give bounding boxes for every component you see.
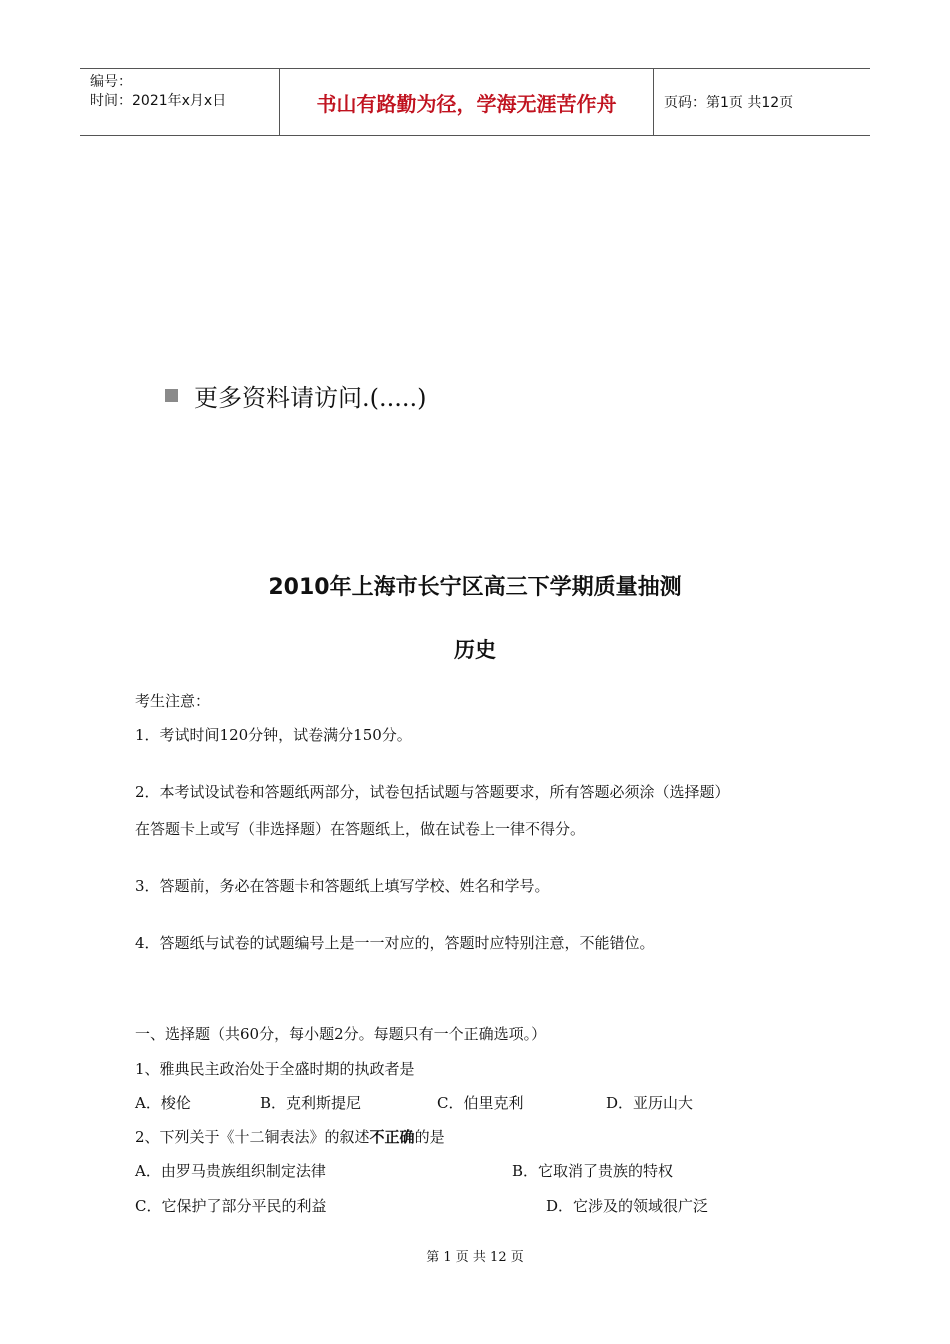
notice-item-2b: 在答题卡上或写（非选择题）在答题纸上，做在试卷上一律不得分。 — [135, 820, 586, 838]
question-1-option-a: A．梭伦 — [135, 1094, 191, 1112]
more-resources-text: 更多资料请访问.(.....) — [194, 384, 427, 412]
page-subtitle: 历史 — [454, 638, 496, 662]
square-bullet-icon — [165, 389, 178, 402]
question-2-option-b: B．它取消了贵族的特权 — [512, 1162, 674, 1180]
header-meta — [80, 69, 280, 135]
question-2-stem — [135, 1126, 445, 1147]
time-label: 时间：2021年x月x日 — [90, 93, 227, 109]
question-2-option-a: A．由罗马贵族组织制定法律 — [135, 1162, 326, 1180]
number-label: 编号： — [90, 74, 132, 90]
notice-heading: 考生注意： — [135, 692, 211, 710]
notice-item-1: 1．考试时间120分钟，试卷满分150分。 — [135, 726, 412, 744]
notice-item-3: 3．答题前，务必在答题卡和答题纸上填写学校、姓名和学号。 — [135, 877, 550, 895]
question-1-stem: 1、雅典民主政治处于全盛时期的执政者是 — [135, 1060, 415, 1078]
page-footer: 第 1 页 共 12 页 — [426, 1250, 524, 1265]
question-2-stem-post: 的是 — [414, 1128, 445, 1146]
question-2-stem-emphasis: 不正确 — [369, 1128, 415, 1146]
header-motto: 书山有路勤为径，学海无涯苦作舟 — [280, 69, 654, 135]
notice-item-2a: 2．本考试设试卷和答题纸两部分，试卷包括试题与答题要求，所有答题必须涂（选择题） — [135, 783, 730, 801]
question-2-option-d: D．它涉及的领域很广泛 — [546, 1197, 709, 1215]
question-2-stem-pre: 2、下列关于《十二铜表法》的叙述 — [135, 1128, 370, 1146]
question-1-option-c: C．伯里克利 — [437, 1094, 524, 1112]
more-resources-line — [165, 378, 427, 413]
question-1-option-b: B．克利斯提尼 — [260, 1094, 362, 1112]
header-table — [80, 68, 870, 136]
page-title: 2010年上海市长宁区高三下学期质量抽测 — [268, 575, 682, 600]
question-2-option-c: C．它保护了部分平民的利益 — [135, 1197, 327, 1215]
notice-item-4: 4．答题纸与试卷的试题编号上是一一对应的，答题时应特别注意，不能错位。 — [135, 934, 655, 952]
header-page-info: 页码：第1页 共12页 — [664, 95, 794, 111]
section-heading: 一、选择题（共60分，每小题2分。每题只有一个正确选项。） — [135, 1025, 547, 1043]
question-1-option-d: D．亚历山大 — [606, 1094, 694, 1112]
